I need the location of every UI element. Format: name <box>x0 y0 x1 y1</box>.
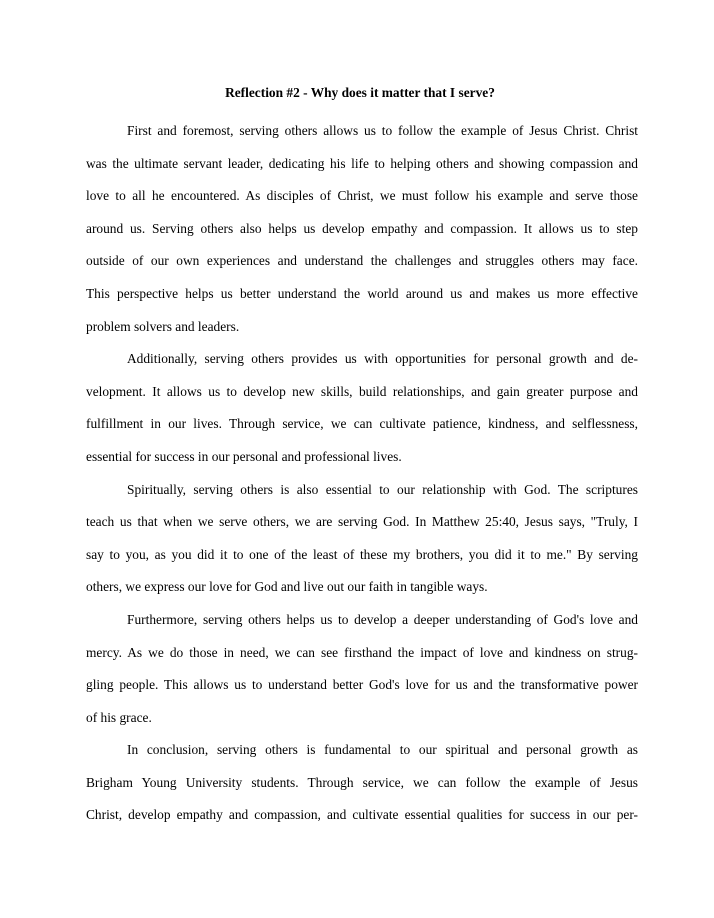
paragraph-line: Christ, develop empathy and compassion, and cultivate essential qualities for success in our per- <box>86 807 638 823</box>
paragraph-2 <box>86 343 638 473</box>
paragraph-line: In conclusion, serving others is fundamental to our spiritual and personal growth as <box>127 742 638 758</box>
paragraph-line: outside of our own experiences and understand the challenges and struggles others may face. <box>86 253 638 269</box>
paragraph-line: problem solvers and leaders. <box>86 318 240 334</box>
document-body <box>86 115 638 832</box>
paragraph-line: say to you, as you did it to one of the least of these my brothers, you did it to me." By serving <box>86 546 638 562</box>
paragraph-1 <box>86 115 638 343</box>
paragraph-line: This perspective helps us better understand the world around us and makes us more effective <box>86 285 638 301</box>
paragraph-line: Spiritually, serving others is also essential to our relationship with God. The scriptures <box>127 481 638 497</box>
paragraph-line: First and foremost, serving others allows us to follow the example of Jesus Christ. Christ <box>127 123 638 138</box>
paragraph-line: love to all he encountered. As disciples of Christ, we must follow his example and serve those <box>86 188 638 204</box>
paragraph-3 <box>86 474 638 604</box>
paragraph-line: essential for success in our personal and professional lives. <box>86 448 402 464</box>
document-title: Reflection #2 - Why does it matter that I serve? <box>225 85 495 100</box>
paragraph-line: gling people. This allows us to understand better God's love for us and the transformative power <box>86 677 638 693</box>
paragraph-line: others, we express our love for God and live out our faith in tangible ways. <box>86 579 488 595</box>
paragraph-line: of his grace. <box>86 709 152 725</box>
paragraph-line: Brigham Young University students. Through service, we can follow the example of Jesus <box>86 774 638 790</box>
paragraph-line: mercy. As we do those in need, we can see firsthand the impact of love and kindness on strug- <box>86 644 638 660</box>
paragraph-line: Additionally, serving others provides us with opportunities for personal growth and de- <box>127 351 638 367</box>
paragraph-line: velopment. It allows us to develop new skills, build relationships, and gain greater purpose and <box>86 383 638 399</box>
paragraph-4 <box>86 604 638 734</box>
paragraph-line: around us. Serving others also helps us develop empathy and compassion. It allows us to step <box>86 220 638 236</box>
paragraph-line: was the ultimate servant leader, dedicating his life to helping others and showing compassion and <box>86 155 638 171</box>
paragraph-line: teach us that when we serve others, we are serving God. In Matthew 25:40, Jesus says, "Truly, I <box>86 514 638 530</box>
paragraph-line: fulfillment in our lives. Through service, we can cultivate patience, kindness, and selflessness, <box>86 416 638 432</box>
paragraph-line: Furthermore, serving others helps us to develop a deeper understanding of God's love and <box>127 611 638 627</box>
paragraph-5 <box>86 734 638 832</box>
